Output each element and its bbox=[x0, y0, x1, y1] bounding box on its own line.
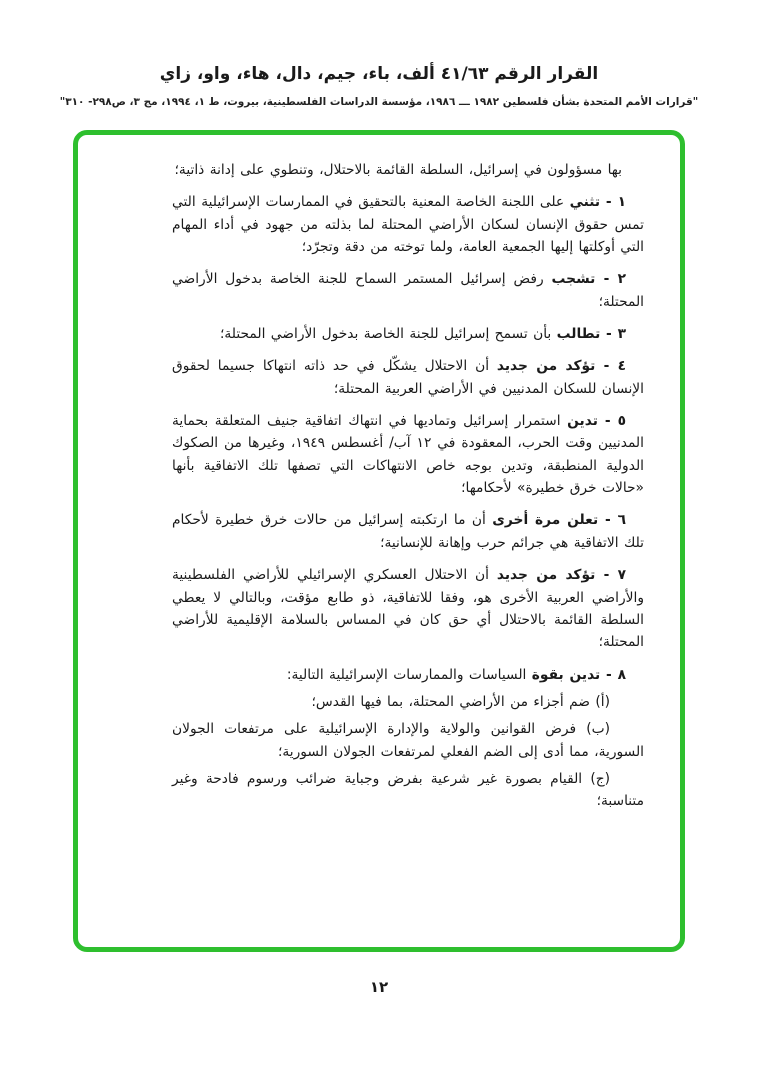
paragraph-text: بأن تسمح إسرائيل للجنة الخاصة بدخول الأراضي المحتلة؛ bbox=[219, 326, 557, 343]
source-citation: "قرارات الأمم المتحدة بشأن فلسطين ١٩٨٢ ـــ ١٩٨٦، مؤسسة الدراسات الفلسطينية، بيروت، ط ١، ١٩٩٤، مج ٣، ص٢٩٨- ٣١٠" bbox=[59, 96, 699, 108]
page-number: ١٢ bbox=[369, 978, 389, 996]
paragraph-text: على اللجنة الخاصة المعنية بالتحقيق في الممارسات الإسرائيلية التي تمس حقوق الإنسان لسكان الأراضي المحتلة لما بذلته من جهود في أداء المهام التي أوكلتها إليها الجمعية العامة، ولما توخته من دقة وتجرّد؛ bbox=[172, 194, 644, 256]
paragraph-text: فرض القوانين والولاية والإدارة الإسرائيلية على مرتفعات الجولان السورية، مما أدى إلى الضم الفعلي لمرتفعات الجولان السورية؛ bbox=[172, 721, 644, 760]
paragraph-subitem bbox=[172, 691, 644, 713]
paragraph bbox=[172, 564, 644, 653]
paragraph bbox=[172, 323, 644, 345]
paragraph-text: رفض إسرائيل المستمر السماح للجنة الخاصة بدخول الأراضي المحتلة؛ bbox=[172, 271, 644, 310]
paragraph-lead: (أ) bbox=[595, 693, 610, 710]
paragraph-lead: ٦ - تعلن مرة أخرى bbox=[492, 512, 626, 529]
paragraph-lead: ٢ - تشجب bbox=[551, 271, 626, 288]
paragraph-lead: ١ - تثني bbox=[569, 194, 626, 211]
paragraph-lead: ٥ - تدين bbox=[567, 413, 626, 430]
paragraph-text: أن الاحتلال العسكري الإسرائيلي للأراضي الفلسطينية والأراضي العربية الأخرى هو، وفقا للاتفاقية، ذو طابع مؤقت، وبالتالي لا يعطي السلطة القائمة بالاحتلال أي حق كان في المساس بالسلامة الإقليمية للأراضي المحتلة؛ bbox=[172, 567, 644, 651]
paragraph-subitem bbox=[172, 718, 644, 763]
paragraph-text: أن ما ارتكبته إسرائيل من حالات خرق خطيرة لأحكام تلك الاتفاقية هي جرائم حرب وإهانة للإنسانية؛ bbox=[172, 512, 644, 551]
paragraph-lead: ٨ - تدين بقوة bbox=[531, 666, 626, 683]
paragraph-lead: (ج) bbox=[590, 770, 610, 787]
paragraph-lead: ٣ - تطالب bbox=[556, 326, 626, 343]
paragraph bbox=[172, 159, 644, 181]
paragraph-subitem bbox=[172, 768, 644, 813]
paragraph bbox=[172, 268, 644, 313]
paragraph bbox=[172, 410, 644, 499]
paragraph-text: القيام بصورة غير شرعية بفرض وجباية ضرائب ورسوم فادحة وغير متناسبة؛ bbox=[172, 770, 644, 810]
paragraph bbox=[172, 355, 644, 400]
paragraph-text: بها مسؤولون في إسرائيل، السلطة القائمة بالاحتلال، وتنطوي على إدانة ذاتية؛ bbox=[174, 162, 622, 178]
paragraph bbox=[172, 664, 644, 686]
content-border-box bbox=[73, 130, 685, 952]
paragraph-text: السياسات والممارسات الإسرائيلية التالية: bbox=[286, 666, 532, 683]
paragraph-text: ضم أجزاء من الأراضي المحتلة، بما فيها القدس؛ bbox=[311, 693, 596, 710]
paragraph bbox=[172, 509, 644, 554]
page-title: القرار الرقم ٤١/٦٣ ألف، باء، جيم، دال، هاء، واو، زاي bbox=[159, 64, 599, 84]
paragraph bbox=[172, 191, 644, 258]
paragraph-text: استمرار إسرائيل وتماديها في انتهاك اتفاقية جنيف المتعلقة بحماية المدنيين وقت الحرب، المعقودة في ١٢ آب/ أغسطس ١٩٤٩، وغيرها من الصكوك الدولية المنطبقة، وتدين بوجه خاص الانتهاكات التي تصفها تلك الاتفاقية بأنها «حالات خرق خطيرة» لأحكامها؛ bbox=[172, 413, 644, 497]
paragraph-lead: (ب) bbox=[586, 721, 610, 738]
paragraph-lead: ٤ - تؤكد من جديد bbox=[496, 358, 626, 375]
paragraph-lead: ٧ - تؤكد من جديد bbox=[496, 567, 626, 584]
paragraph-text: أن الاحتلال يشكّل في حد ذاته انتهاكا جسيما لحقوق الإنسان للسكان المدنيين في الأراضي العربية المحتلة؛ bbox=[172, 358, 644, 397]
